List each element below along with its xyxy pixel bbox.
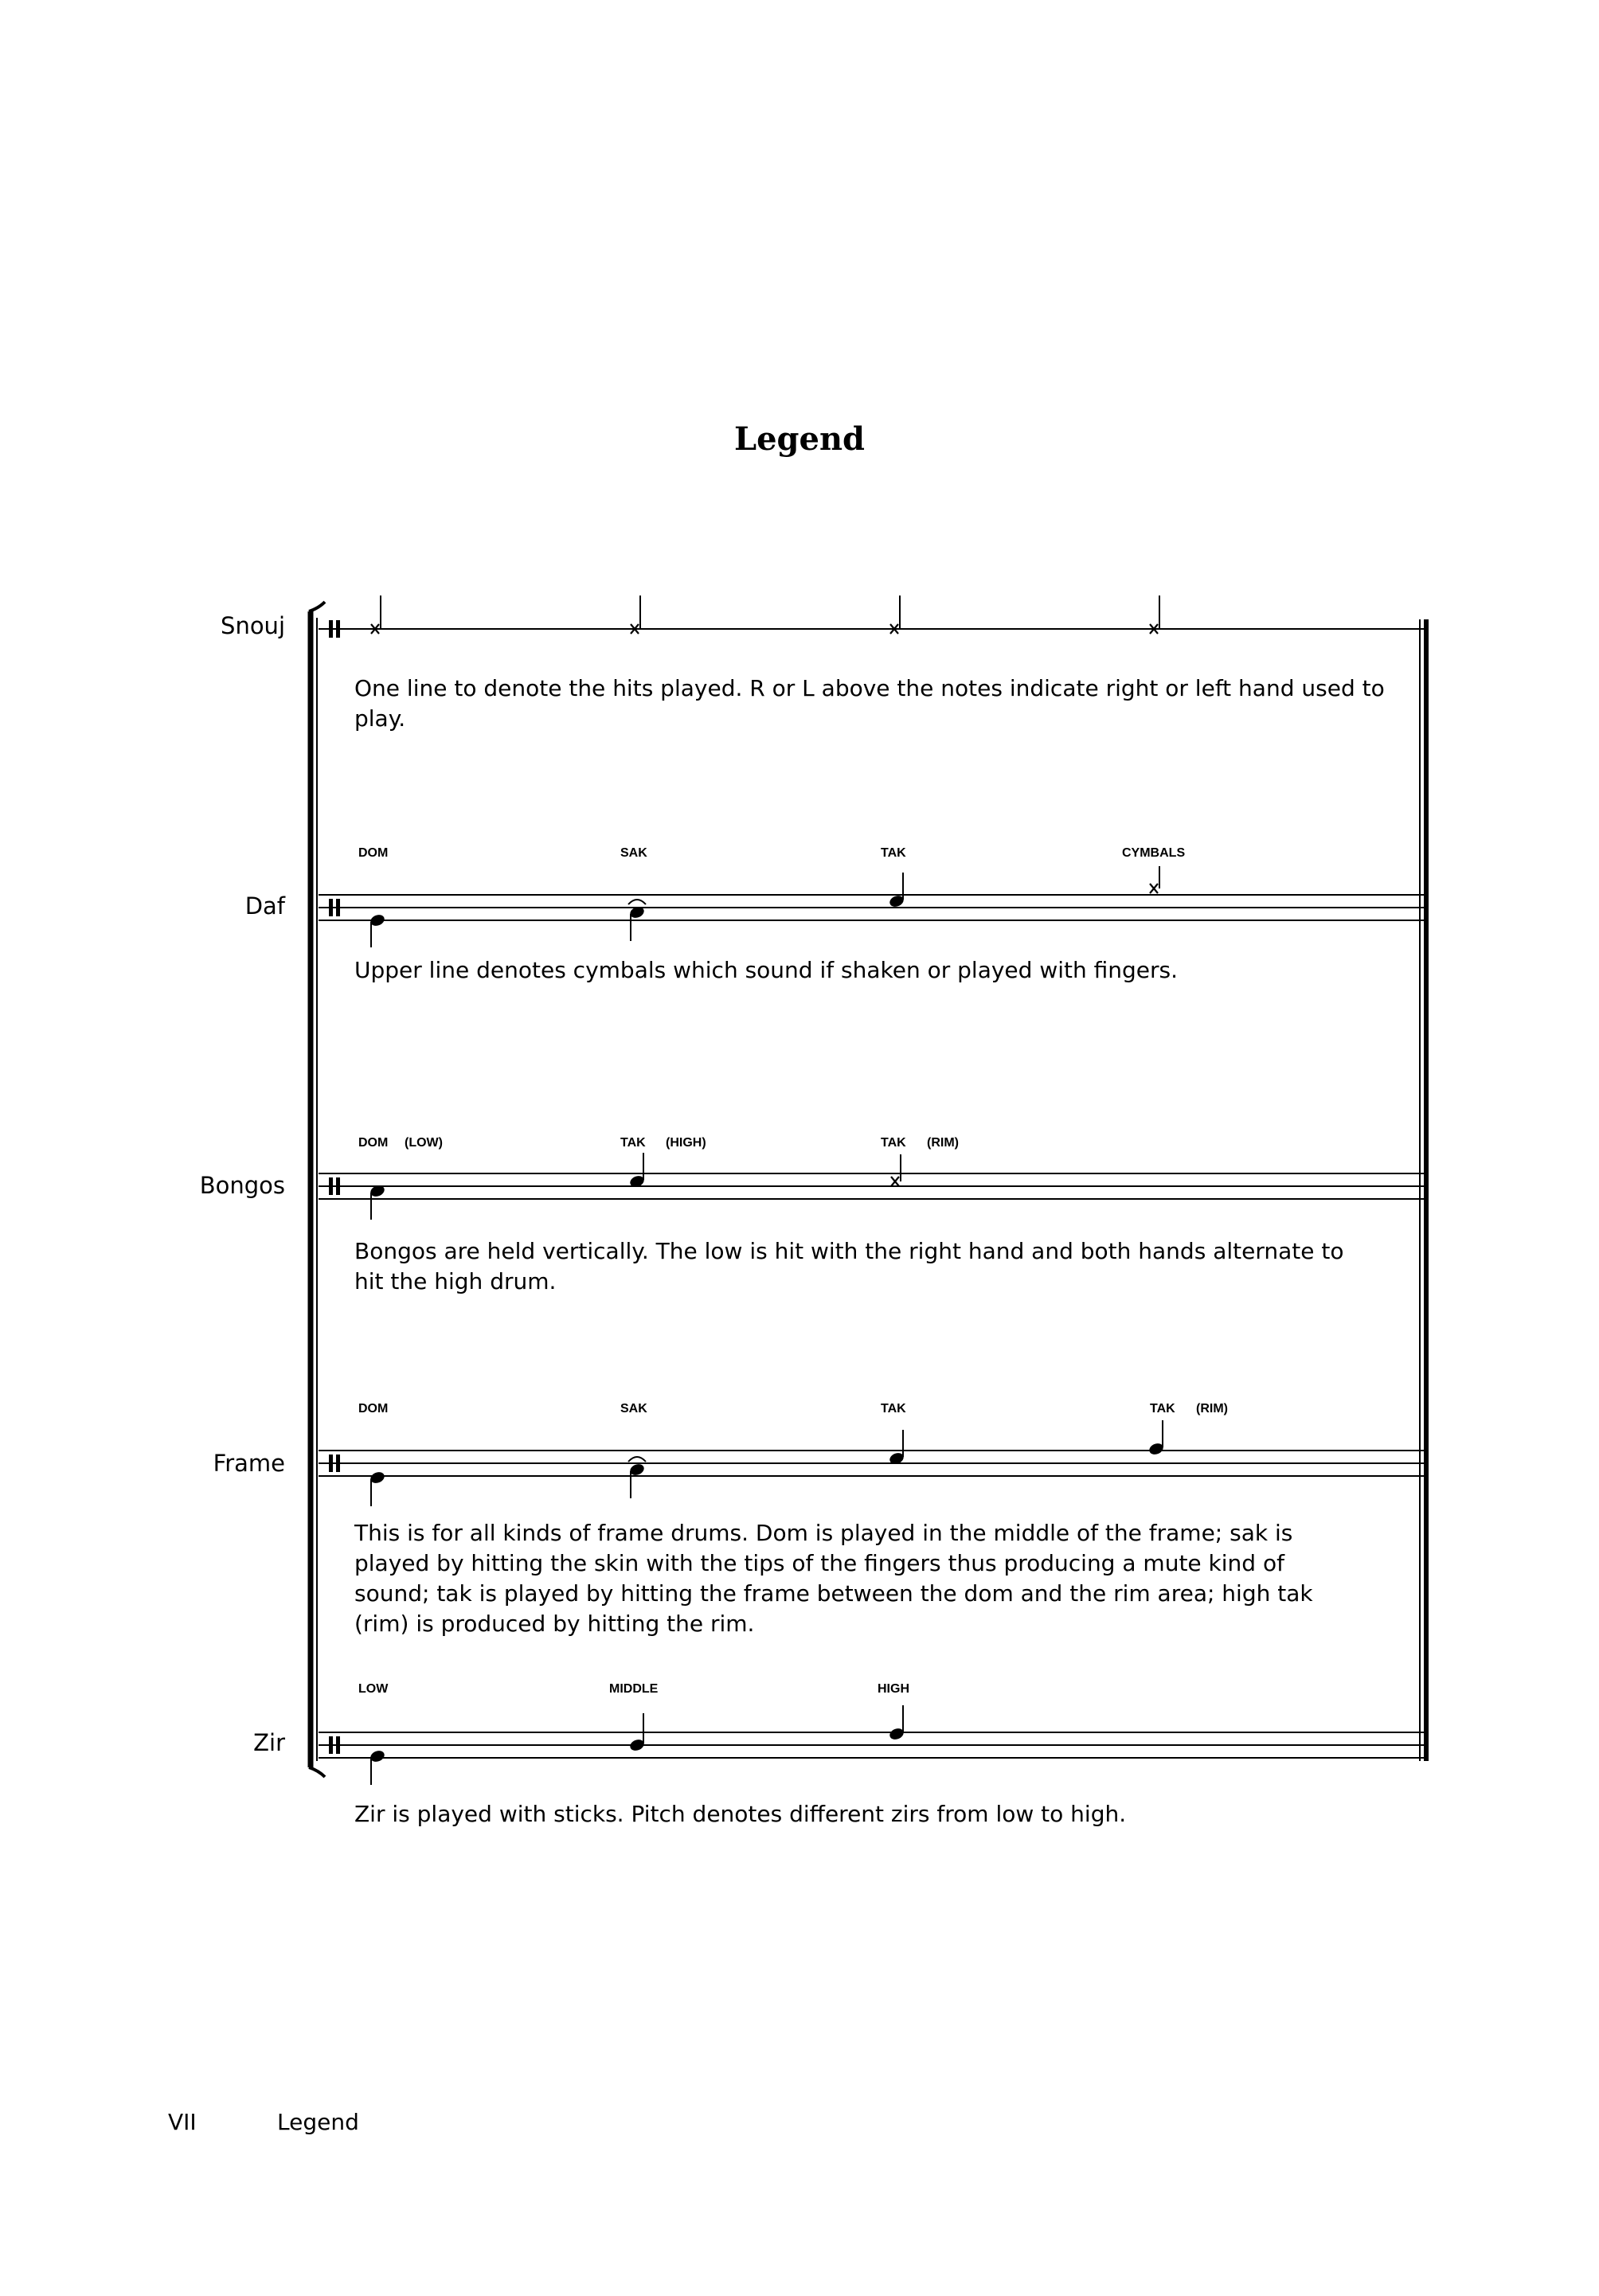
note-bongos-tak-high [628,1153,646,1189]
stroke-label-bongos-dom: DOM [358,1136,389,1150]
instrument-name-daf: Daf [244,892,285,920]
stroke-label-daf-tak: TAK [881,846,906,860]
stroke-label-bongos-tak-rim: TAK [881,1136,906,1150]
clef-frame-bar-1 [329,1455,333,1472]
description-zir: Zir is played with sticks. Pitch denotes different zirs from low to high. [354,1801,1127,1827]
stroke-label-zir-low: LOW [358,1682,389,1696]
note-zir-high [888,1705,905,1741]
clef-daf-bar-1 [329,899,333,916]
stroke-sublabel-bongos-rim: (RIM) [927,1136,959,1150]
footer-section-title: Legend [277,2109,359,2135]
clef-snouj-bar-2 [336,620,340,638]
stroke-label-zir-middle: MIDDLE [609,1682,659,1696]
stroke-label-frame-dom: DOM [358,1402,389,1415]
stroke-label-zir-high: HIGH [878,1682,909,1696]
stroke-label-bongos-tak-high: TAK [620,1136,646,1150]
note-snouj-3 [890,595,900,634]
note-daf-dom [369,913,386,947]
stroke-label-frame-tak-rim: TAK [1150,1402,1175,1415]
bracket-bottom-hook [309,1767,325,1777]
stroke-label-frame-sak: SAK [620,1402,647,1415]
clef-daf-bar-2 [336,899,340,916]
note-snouj-2 [631,595,640,634]
description-bongos: Bongos are held vertically. The low is hit with the right hand and both hands alternate to hit the high drum. [354,1238,1344,1294]
description-frame: This is for all kinds of frame drums. Dom is played in the middle of the frame; sak is played by hitting the skin with the tips of the fingers thus producing a mute kind of sound; tak is played by hitting the frame between the dom and the rim area; high tak (rim) is produced by hitting the rim. [354,1520,1313,1637]
page-title: Legend [733,420,866,458]
stroke-sublabel-frame-rim: (RIM) [1196,1402,1228,1415]
stroke-label-frame-tak: TAK [881,1402,906,1415]
clef-snouj-bar-1 [329,620,333,638]
clef-zir-bar-2 [336,1736,340,1754]
instrument-name-bongos: Bongos [199,1172,285,1199]
note-bongos-dom-low [369,1184,386,1220]
stroke-sublabel-bongos-low: (LOW) [405,1136,443,1150]
stroke-label-daf-dom: DOM [358,846,389,860]
muted-arc-daf-sak [628,900,646,904]
clef-zir-bar-1 [329,1736,333,1754]
instrument-name-frame: Frame [213,1450,285,1477]
bracket-top-hook [309,602,325,611]
stroke-label-daf-sak: SAK [620,846,647,860]
note-frame-tak [888,1430,905,1466]
clef-bongos-bar-2 [336,1177,340,1195]
description-snouj: One line to denote the hits played. R or L above the notes indicate right or left hand used to play. [354,675,1385,732]
clef-bongos-bar-1 [329,1177,333,1195]
note-snouj-4 [1150,595,1159,634]
note-snouj-1 [371,595,381,634]
footer-page-number: VII [168,2109,197,2135]
instrument-name-snouj: Snouj [221,612,285,639]
note-bongos-tak-rim [891,1154,901,1186]
instrument-name-zir: Zir [253,1729,285,1756]
stroke-label-daf-cymbals: CYMBALS [1122,846,1186,860]
note-zir-low [369,1749,386,1785]
stroke-sublabel-bongos-high: (HIGH) [666,1136,706,1150]
note-daf-cymbals [1150,866,1159,893]
description-daf: Upper line denotes cymbals which sound if shaken or played with fingers. [354,957,1179,983]
note-daf-tak [888,873,905,908]
clef-frame-bar-2 [336,1455,340,1472]
muted-arc-frame-sak [628,1457,646,1462]
